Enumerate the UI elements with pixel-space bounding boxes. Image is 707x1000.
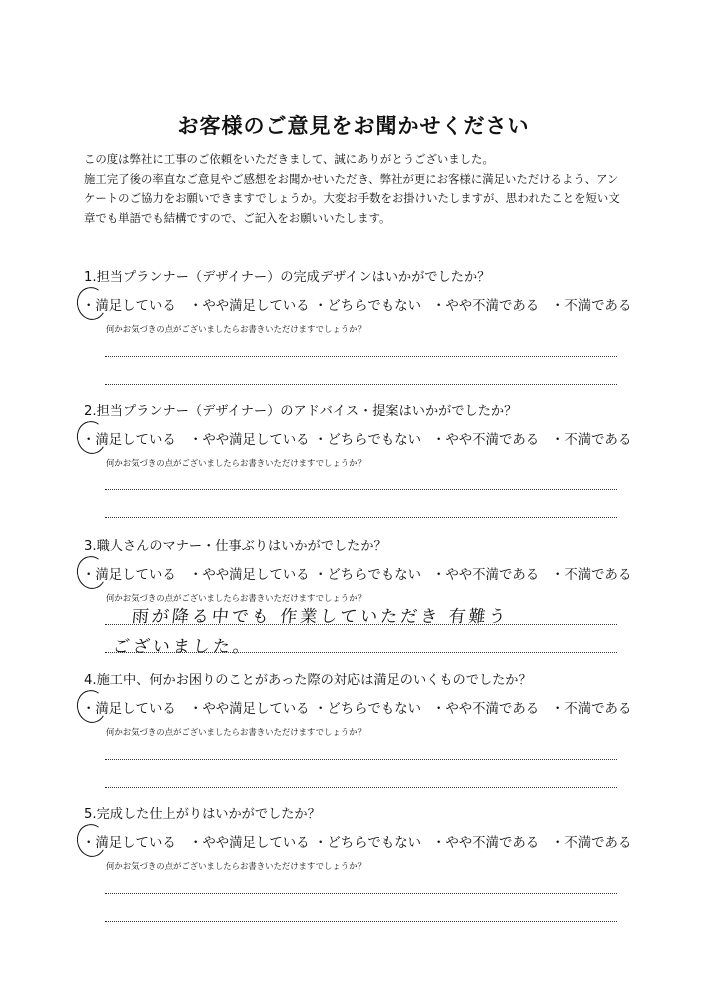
comment-line[interactable] (105, 893, 617, 894)
option-somewhat-dissatisfied[interactable]: ・やや不満である (432, 299, 540, 314)
option-dissatisfied[interactable]: ・不満である (551, 836, 632, 851)
option-satisfied[interactable]: ・満足している (82, 702, 176, 717)
option-neutral[interactable]: ・どちらでもない (314, 433, 421, 448)
option-somewhat-dissatisfied[interactable]: ・やや不満である (432, 433, 540, 448)
option-somewhat-dissatisfied[interactable]: ・やや不満である (432, 568, 540, 583)
option-somewhat-satisfied[interactable]: ・やや満足している (189, 702, 310, 717)
answer-options (82, 698, 642, 718)
option-dissatisfied[interactable]: ・不満である (551, 299, 632, 314)
option-neutral[interactable]: ・どちらでもない (314, 299, 421, 314)
question-title: 3.職人さんのマナー・仕事ぶりはいかがでしたか？ (84, 539, 387, 554)
question-title: 2.担当プランナー（デザイナー）のアドバイス・提案はいかがでしたか？ (84, 404, 518, 419)
comment-prompt: 何かお気づきの点がございましたらお書きいただけますでしょうか？ (106, 593, 366, 603)
comment-prompt: 何かお気づきの点がございましたらお書きいただけますでしょうか？ (106, 861, 366, 871)
comment-line[interactable] (105, 652, 617, 653)
answer-options (82, 564, 642, 584)
comment-line[interactable] (105, 759, 617, 760)
comment-line[interactable] (105, 787, 617, 788)
option-neutral[interactable]: ・どちらでもない (314, 568, 421, 583)
option-dissatisfied[interactable]: ・不満である (551, 433, 632, 448)
comment-line[interactable] (105, 356, 617, 357)
option-satisfied[interactable]: ・満足している (82, 836, 176, 851)
selected-answer-circle (74, 284, 109, 322)
handwritten-comment: 雨が降る中でも 作業していただき 有難う (130, 607, 510, 627)
comment-line[interactable] (105, 489, 617, 490)
option-somewhat-satisfied[interactable]: ・やや満足している (189, 299, 310, 314)
selected-answer-circle (74, 553, 109, 591)
comment-line[interactable] (105, 517, 617, 518)
intro-line: ケートのご協力をお願いできますでしょうか。大変お手数をお掛けいたしますが、思われたことを短い文 (84, 191, 620, 206)
comment-line[interactable] (105, 624, 617, 625)
option-neutral[interactable]: ・どちらでもない (314, 836, 421, 851)
option-dissatisfied[interactable]: ・不満である (551, 568, 632, 583)
option-dissatisfied[interactable]: ・不満である (551, 702, 632, 717)
option-satisfied[interactable]: ・満足している (82, 568, 176, 583)
option-somewhat-dissatisfied[interactable]: ・やや不満である (432, 702, 540, 717)
selected-answer-circle (74, 418, 109, 456)
intro-line: 施工完了後の率直なご意見やご感想をお聞かせいただき、弊社が更にお客様に満足いただけるよう、アン (84, 171, 619, 186)
intro-text (84, 150, 644, 228)
comment-prompt: 何かお気づきの点がございましたらお書きいただけますでしょうか？ (106, 458, 366, 468)
intro-line: 章でも単語でも結構ですので、ご記入をお願いいたします。 (84, 210, 391, 225)
option-satisfied[interactable]: ・満足している (82, 433, 176, 448)
option-satisfied[interactable]: ・満足している (82, 299, 176, 314)
answer-options (82, 295, 642, 315)
question-title: 1.担当プランナー（デザイナー）の完成デザインはいかがでしたか？ (84, 270, 491, 285)
answer-options (82, 429, 642, 449)
option-somewhat-satisfied[interactable]: ・やや満足している (189, 568, 310, 583)
option-somewhat-satisfied[interactable]: ・やや満足している (189, 836, 310, 851)
answer-options (82, 832, 642, 852)
option-neutral[interactable]: ・どちらでもない (314, 702, 421, 717)
intro-line: この度は弊社に工事のご依頼をいただきまして、誠にありがとうございました。 (84, 152, 494, 166)
question-title: 5.完成した仕上がりはいかがでしたか？ (84, 807, 321, 822)
comment-prompt: 何かお気づきの点がございましたらお書きいただけますでしょうか？ (106, 324, 366, 334)
comment-prompt: 何かお気づきの点がございましたらお書きいただけますでしょうか？ (106, 727, 366, 737)
option-somewhat-satisfied[interactable]: ・やや満足している (189, 433, 310, 448)
handwritten-comment: ございました。 (111, 637, 254, 657)
selected-answer-circle (74, 821, 109, 859)
question-title: 4.施工中、何かお困りのことがあった際の対応は満足のいくものでしたか？ (84, 673, 532, 688)
comment-line[interactable] (105, 921, 617, 922)
option-somewhat-dissatisfied[interactable]: ・やや不満である (432, 836, 540, 851)
selected-answer-circle (74, 687, 109, 725)
comment-line[interactable] (105, 384, 617, 385)
survey-title: お客様のご意見をお聞かせください (177, 114, 530, 138)
